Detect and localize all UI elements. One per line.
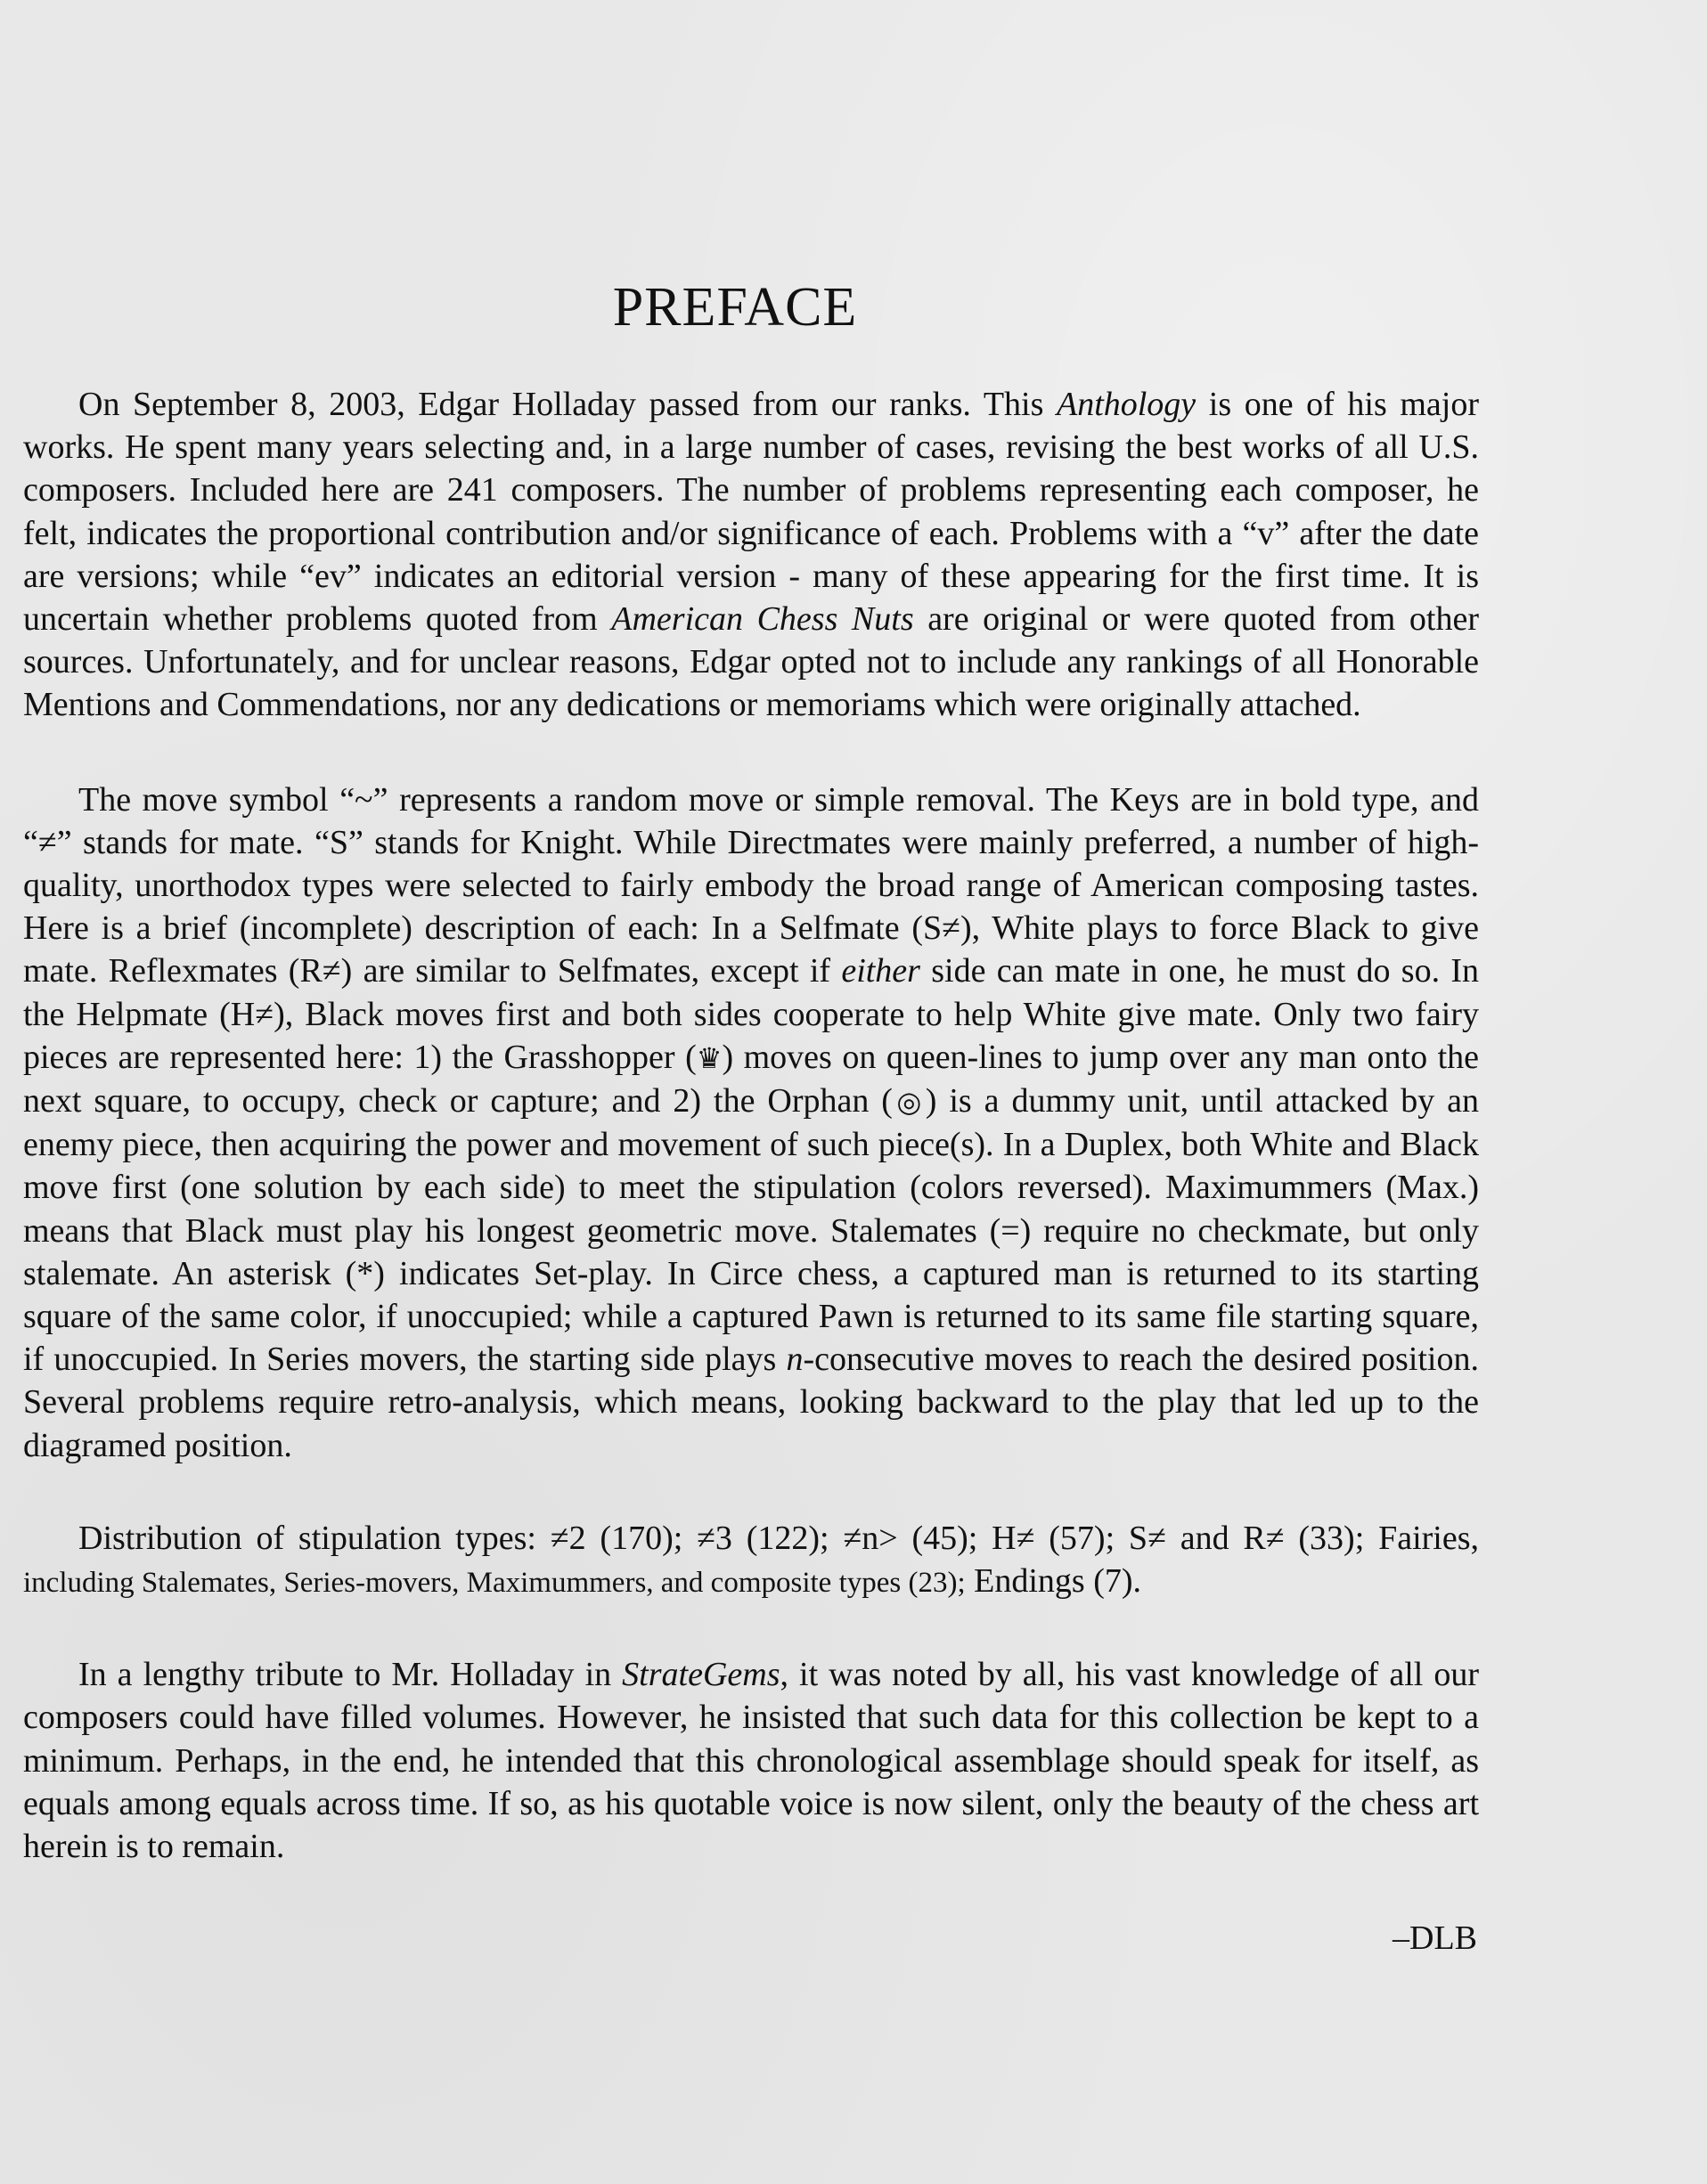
text-run: , it was noted by all, his vast knowledge of all our composers could have filled volumes. However, he insisted that such data for this collection be kept to a minimum. Perhaps, in the end, he intended that this chronological assemblage should speak for itself, as equals among equals across time. If so, as his quotable voice is now silent, only the beauty of the chess art herein is to remain. xyxy=(23,1656,1479,1866)
paragraph-notation xyxy=(23,778,1479,1467)
american-chess-nuts-title: American Chess Nuts xyxy=(611,600,914,639)
text-run: is one of his major works. He spent many years selecting and, in a large number of cases, revising the best works of all U.S. composers. Included here are 241 composers. The number of problems representing each composer, he felt, indicates the proportional contribution and/or significance of each. Problems with a “v” after the date are versions; while “ev” indicates an editorial version - many of these appearing for the first time. It is uncertain whether problems quoted from xyxy=(23,386,1479,639)
grasshopper-icon: ♛ xyxy=(696,1040,723,1075)
text-run: -consecutive moves to reach the desired position. Several problems require retro-analysis, which means, looking backward to the play that led up to the diagramed position. xyxy=(23,1341,1479,1464)
text-run: side can mate in one, he must do so. In the Helpmate (H≠), Black moves first and both sides cooperate to help White give mate. Only two fairy pieces are represented here: 1) the Grasshopper ( xyxy=(23,952,1479,1076)
text-run: are original or were quoted from other sources. Unfortunately, and for unclear reasons, Edgar opted not to include any rankings of all Honorable Mentions and Commendations, nor any dedications or memoriams which were originally attached. xyxy=(23,600,1479,724)
text-run: Distribution of stipulation types: ≠2 (170); ≠3 (122); ≠n> (45); H≠ (57); S≠ and R≠ (33); Fairies, xyxy=(78,1519,1479,1557)
signature: –DLB xyxy=(1393,1919,1477,1957)
text-run: ) moves on queen-lines to jump over any man onto the next square, to occupy, check or capture; and 2) the Orphan ( xyxy=(23,1038,1479,1121)
paragraph-intro xyxy=(23,383,1479,727)
anthology-title: Anthology xyxy=(1056,386,1197,423)
orphan-icon: ◎ xyxy=(892,1085,926,1120)
strategems-title: StrateGems xyxy=(622,1656,780,1694)
emphasis-n: n xyxy=(786,1341,804,1379)
paragraph-tribute xyxy=(23,1653,1479,1868)
fairies-detail: including Stalemates, Series-movers, Maximummers, and composite types (23); xyxy=(23,1567,966,1600)
paragraph-distribution xyxy=(23,1517,1479,1604)
page-title: PREFACE xyxy=(612,277,858,338)
text-run: The move symbol “~” represents a random move or simple removal. The Keys are in bold type, and “≠” stands for mate. “S” stands for Knight. While Directmates were mainly preferred, a number of high-quality, unorthodox types were selected to fairly embody the broad range of American composing tastes. Here is a brief (incomplete) description of each: In a Selfmate (S≠), White plays to force Black to give mate. Reflexmates (R≠) are similar to Selfmates, except if xyxy=(23,780,1479,990)
text-run: On September 8, 2003, Edgar Holladay passed from our ranks. This xyxy=(78,386,1057,423)
text-run: In a lengthy tribute to Mr. Holladay in xyxy=(78,1656,623,1694)
preface-body xyxy=(23,383,1479,1868)
text-run: ) is a dummy unit, until attacked by an enemy piece, then acquiring the power and movement of such piece(s). In a Duplex, both White and Black move first (one solution by each side) to meet the stipulation (colors reversed). Maximummers (Max.) means that Black must play his longest geometric move. Stalemates (=) require no checkmate, but only stalemate. An asterisk (*) indicates Set-play. In Circe chess, a captured man is returned to its starting square of the same color, if unoccupied; while a captured Pawn is returned to its same file starting square, if unoccupied. In Series movers, the starting side plays xyxy=(23,1082,1480,1379)
text-run: Endings (7). xyxy=(965,1562,1142,1601)
emphasis-either: either xyxy=(841,952,920,990)
